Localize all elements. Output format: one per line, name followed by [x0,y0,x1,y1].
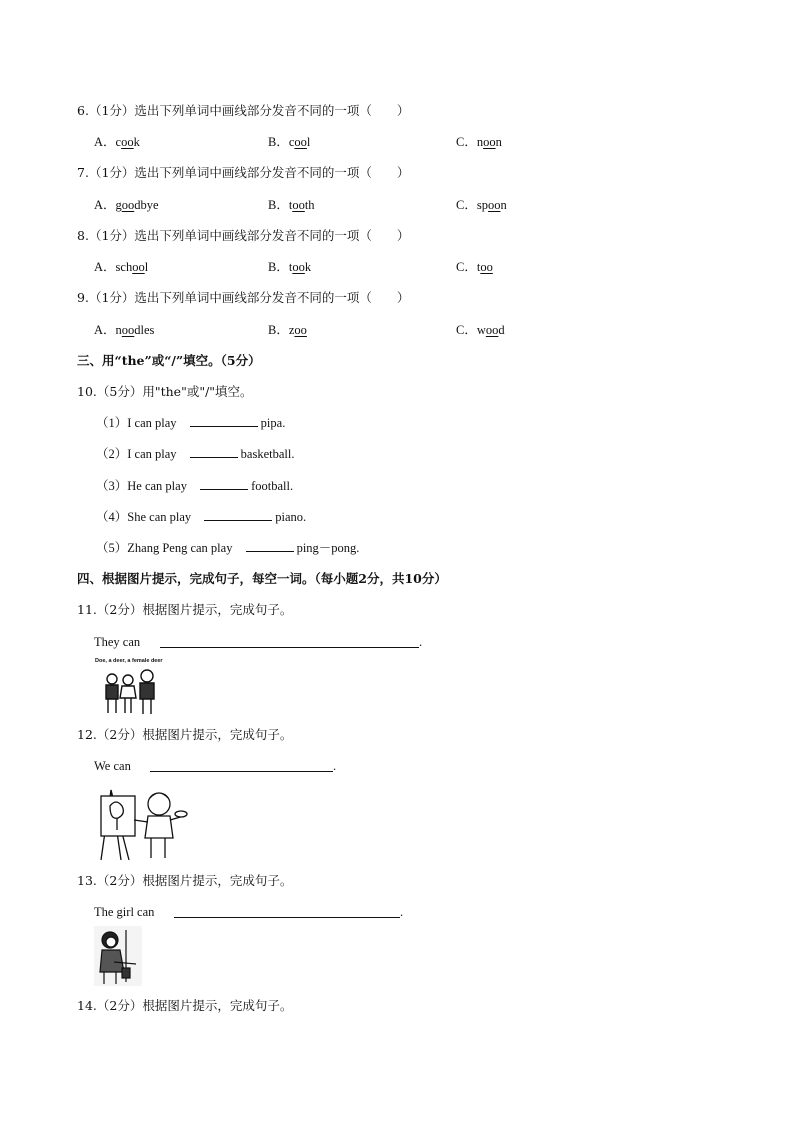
fill-item-2: （2）I can play basketball. [96,447,295,461]
option-a[interactable]: A．noodles [94,323,155,337]
question-11-stem: They can [94,635,141,649]
option-b[interactable]: B．took [268,260,312,274]
question-prompt: 8.（1分）选出下列单词中画线部分发音不同的一项（ ） [77,228,410,243]
answer-blank[interactable] [246,540,294,552]
option-c[interactable]: C．too [456,260,493,274]
sentence-end: . [419,635,423,649]
section-4-heading: 四、根据图片提示，完成句子，每空一词。（每小题2分，共10分） [77,571,447,586]
option-a[interactable]: A．school [94,260,149,274]
answer-line[interactable] [174,917,400,918]
option-a[interactable]: A．goodbye [94,198,159,212]
question-11-prompt: 11.（2分）根据图片提示，完成句子。 [77,602,293,617]
question-10-prompt: 10.（5分）用"the"或"/"填空。 [77,384,253,399]
option-b[interactable]: B．tooth [268,198,315,212]
question-prompt: 9.（1分）选出下列单词中画线部分发音不同的一项（ ） [77,290,410,305]
singing-children-picture [95,658,170,718]
question-prompt: 6.（1分）选出下列单词中画线部分发音不同的一项（ ） [77,103,410,118]
picture-caption: Doe, a deer, a female deer [95,658,163,664]
question-12-prompt: 12.（2分）根据图片提示，完成句子。 [77,727,293,742]
sentence-end: . [400,905,404,919]
answer-line[interactable] [160,647,419,648]
option-c[interactable]: C．wood [456,323,505,337]
fill-item-1: （1）I can play pipa. [96,416,286,430]
option-b[interactable]: B．zoo [268,323,307,337]
fill-item-3: （3）He can play football. [96,479,294,493]
question-14-prompt: 14.（2分）根据图片提示，完成句子。 [77,998,293,1013]
girl-painting-picture [95,782,190,862]
answer-blank[interactable] [200,478,248,490]
option-b[interactable]: B．cool [268,135,311,149]
question-12-stem: We can [94,759,131,773]
answer-line[interactable] [150,771,333,772]
option-c[interactable]: C．spoon [456,198,507,212]
section-3-heading: 三、用“the”或“/”填空。（5分） [77,353,261,368]
question-13-prompt: 13.（2分）根据图片提示，完成句子。 [77,873,293,888]
fill-item-4: （4）She can play piano. [96,510,307,524]
fill-item-5: （5）Zhang Peng can play ping－pong. [96,541,360,555]
option-a[interactable]: A．cook [94,135,140,149]
question-prompt: 7.（1分）选出下列单词中画线部分发音不同的一项（ ） [77,165,410,180]
sentence-end: . [333,759,337,773]
option-c[interactable]: C．noon [456,135,502,149]
question-13-stem: The girl can [94,905,155,919]
girl-playing-erhu-picture [94,926,142,986]
answer-blank[interactable] [190,446,238,458]
answer-blank[interactable] [190,415,258,427]
answer-blank[interactable] [204,509,272,521]
